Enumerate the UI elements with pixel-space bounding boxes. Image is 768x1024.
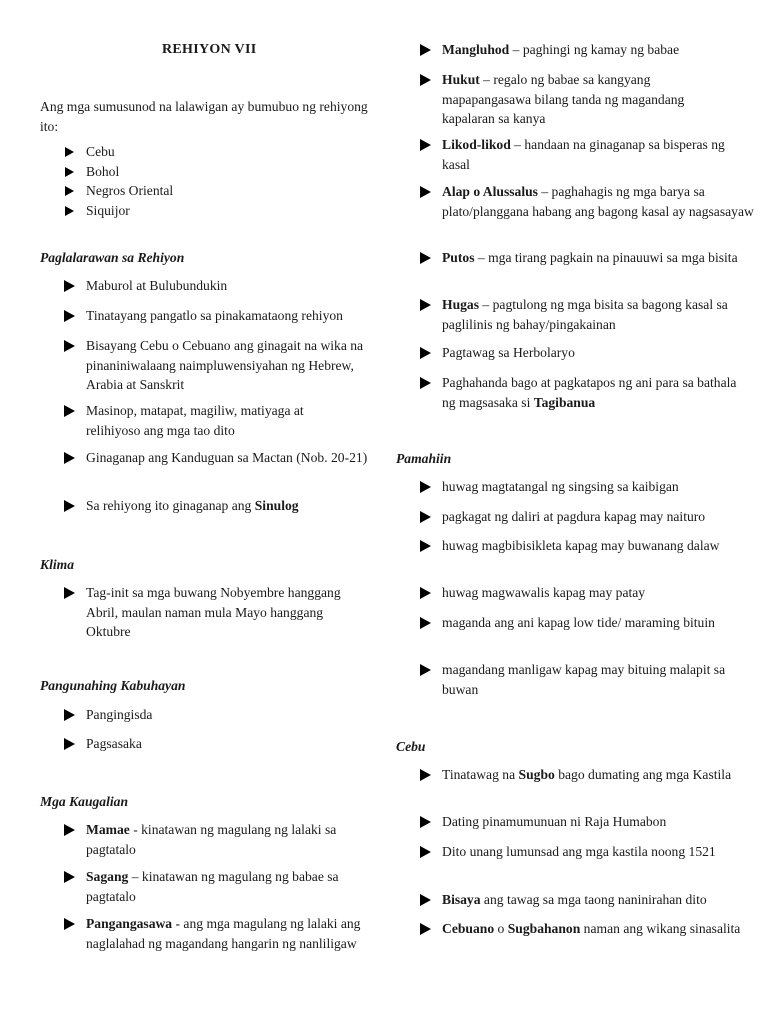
list-item: Pagsasaka bbox=[62, 734, 366, 754]
list-item: Putos – mga tirang pagkain na pinauuwi sa mga bisita bbox=[418, 248, 762, 268]
list-item: Dating pinamumunuan ni Raja Humabon bbox=[418, 812, 762, 832]
list-item: Tinatayang pangatlo sa pinakamataong rehiyon bbox=[62, 306, 386, 326]
arrow-bullet-icon bbox=[65, 206, 74, 216]
arrow-bullet-icon bbox=[64, 500, 75, 512]
section-heading-cebu: Cebu bbox=[396, 739, 426, 754]
list-item: Siquijor bbox=[62, 201, 362, 221]
list-item: Pagtawag sa Herbolaryo bbox=[418, 343, 752, 363]
list-item: huwag magbibisikleta kapag may buwanang dalaw bbox=[418, 536, 752, 556]
arrow-bullet-icon bbox=[64, 452, 75, 464]
arrow-bullet-icon bbox=[64, 738, 75, 750]
list-item: magandang manligaw kapag may bituing malapit sa buwan bbox=[418, 660, 742, 699]
section-heading-kabuhayan: Pangunahing Kabuhayan bbox=[40, 678, 186, 693]
arrow-bullet-icon bbox=[420, 186, 431, 198]
list-item: Hugas – pagtulong ng mga bisita sa bagong kasal sa paglilinis ng bahay/pingakainan bbox=[418, 295, 762, 334]
arrow-bullet-icon bbox=[64, 405, 75, 417]
list-item: Alap o Alussalus – paghahagis ng mga barya sa plato/planggana habang ang bagong kasal ay nagsasayaw bbox=[418, 182, 762, 221]
list-item: maganda ang ani kapag low tide/ maraming bituin bbox=[418, 613, 752, 633]
list-item: Negros Oriental bbox=[62, 181, 362, 201]
arrow-bullet-icon bbox=[420, 74, 431, 86]
section-heading-paglalarawan: Paglalarawan sa Rehiyon bbox=[40, 250, 185, 265]
list-item: Paghahanda bago at pagkatapos ng ani para sa bathala ng magsasaka si Tagibanua bbox=[418, 373, 752, 412]
list-item: pagkagat ng daliri at pagdura kapag may naituro bbox=[418, 507, 768, 527]
list-item: Tinatawag na Sugbo bago dumating ang mga Kastila bbox=[418, 765, 742, 785]
list-item: Bisayang Cebu o Cebuano ang ginagait na wika na pinaniniwalaang naimpluwensiyahan ng Hebrew, Arabia at Sanskrit bbox=[62, 336, 380, 395]
list-item: Masinop, matapat, magiliw, matiyaga at relihiyoso ang mga tao dito bbox=[62, 401, 356, 440]
arrow-bullet-icon bbox=[420, 894, 431, 906]
list-item: Dito unang lumunsad ang mga kastila noong 1521 bbox=[418, 842, 752, 862]
province-list bbox=[62, 142, 362, 220]
intro-text: Ang mga sumusunod na lalawigan ay bumubuo ng rehiyong ito: bbox=[40, 99, 368, 134]
klima-list bbox=[62, 583, 362, 642]
list-item: Mamae - kinatawan ng magulang ng lalaki sa pagtatalo bbox=[62, 820, 376, 859]
list-item: Pangingisda bbox=[62, 705, 366, 725]
arrow-bullet-icon bbox=[64, 824, 75, 836]
arrow-bullet-icon bbox=[420, 769, 431, 781]
arrow-bullet-icon bbox=[420, 377, 431, 389]
list-item: huwag magwawalis kapag may patay bbox=[418, 583, 762, 603]
arrow-bullet-icon bbox=[64, 871, 75, 883]
arrow-bullet-icon bbox=[420, 299, 431, 311]
arrow-bullet-icon bbox=[420, 347, 431, 359]
list-item: Sagang – kinatawan ng magulang ng babae sa pagtatalo bbox=[62, 867, 386, 906]
list-item: Likod-likod – handaan na ginaganap sa bisperas ng kasal bbox=[418, 135, 732, 174]
arrow-bullet-icon bbox=[420, 139, 431, 151]
arrow-bullet-icon bbox=[420, 540, 431, 552]
arrow-bullet-icon bbox=[64, 587, 75, 599]
arrow-bullet-icon bbox=[65, 167, 74, 177]
arrow-bullet-icon bbox=[64, 340, 75, 352]
list-item: Sa rehiyong ito ginaganap ang Sinulog bbox=[62, 496, 386, 516]
list-item: Hukut – regalo ng babae sa kangyang mapapangasawa bilang tanda ng magandang kapalaran sa kanya bbox=[418, 70, 732, 129]
arrow-bullet-icon bbox=[420, 252, 431, 264]
list-item: Pangangasawa - ang mga magulang ng lalaki ang naglalahad ng magandang hangarin ng nanliligaw bbox=[62, 914, 386, 953]
section-heading-pamahiin: Pamahiin bbox=[396, 451, 452, 466]
arrow-bullet-icon bbox=[64, 310, 75, 322]
section-heading-kaugalian: Mga Kaugalian bbox=[40, 794, 129, 809]
list-item: Mangluhod – paghingi ng kamay ng babae bbox=[418, 40, 752, 60]
arrow-bullet-icon bbox=[420, 923, 431, 935]
arrow-bullet-icon bbox=[65, 147, 74, 157]
list-item: Cebuano o Sugbahanon naman ang wikang sinasalita bbox=[418, 919, 742, 939]
arrow-bullet-icon bbox=[64, 709, 75, 721]
arrow-bullet-icon bbox=[420, 44, 431, 56]
list-item: Bisaya ang tawag sa mga taong naninirahan dito bbox=[418, 890, 768, 910]
arrow-bullet-icon bbox=[420, 816, 431, 828]
list-item: Cebu bbox=[62, 142, 362, 162]
list-item: huwag magtatangal ng singsing sa kaibigan bbox=[418, 477, 762, 497]
page-title: REHIYON VII bbox=[162, 42, 257, 57]
arrow-bullet-icon bbox=[420, 587, 431, 599]
list-item: Tag-init sa mga buwang Nobyembre hanggang Abril, maulan naman mula Mayo hanggang Oktubre bbox=[62, 583, 370, 642]
list-item: Ginaganap ang Kanduguan sa Mactan (Nob. 20-21) bbox=[62, 448, 382, 468]
arrow-bullet-icon bbox=[64, 280, 75, 292]
section-heading-klima: Klima bbox=[40, 557, 74, 572]
arrow-bullet-icon bbox=[420, 617, 431, 629]
arrow-bullet-icon bbox=[420, 511, 431, 523]
arrow-bullet-icon bbox=[420, 481, 431, 493]
list-item: Maburol at Bulubundukin bbox=[62, 276, 386, 296]
arrow-bullet-icon bbox=[65, 186, 74, 196]
arrow-bullet-icon bbox=[420, 664, 431, 676]
arrow-bullet-icon bbox=[420, 846, 431, 858]
arrow-bullet-icon bbox=[64, 918, 75, 930]
list-item: Bohol bbox=[62, 162, 362, 182]
